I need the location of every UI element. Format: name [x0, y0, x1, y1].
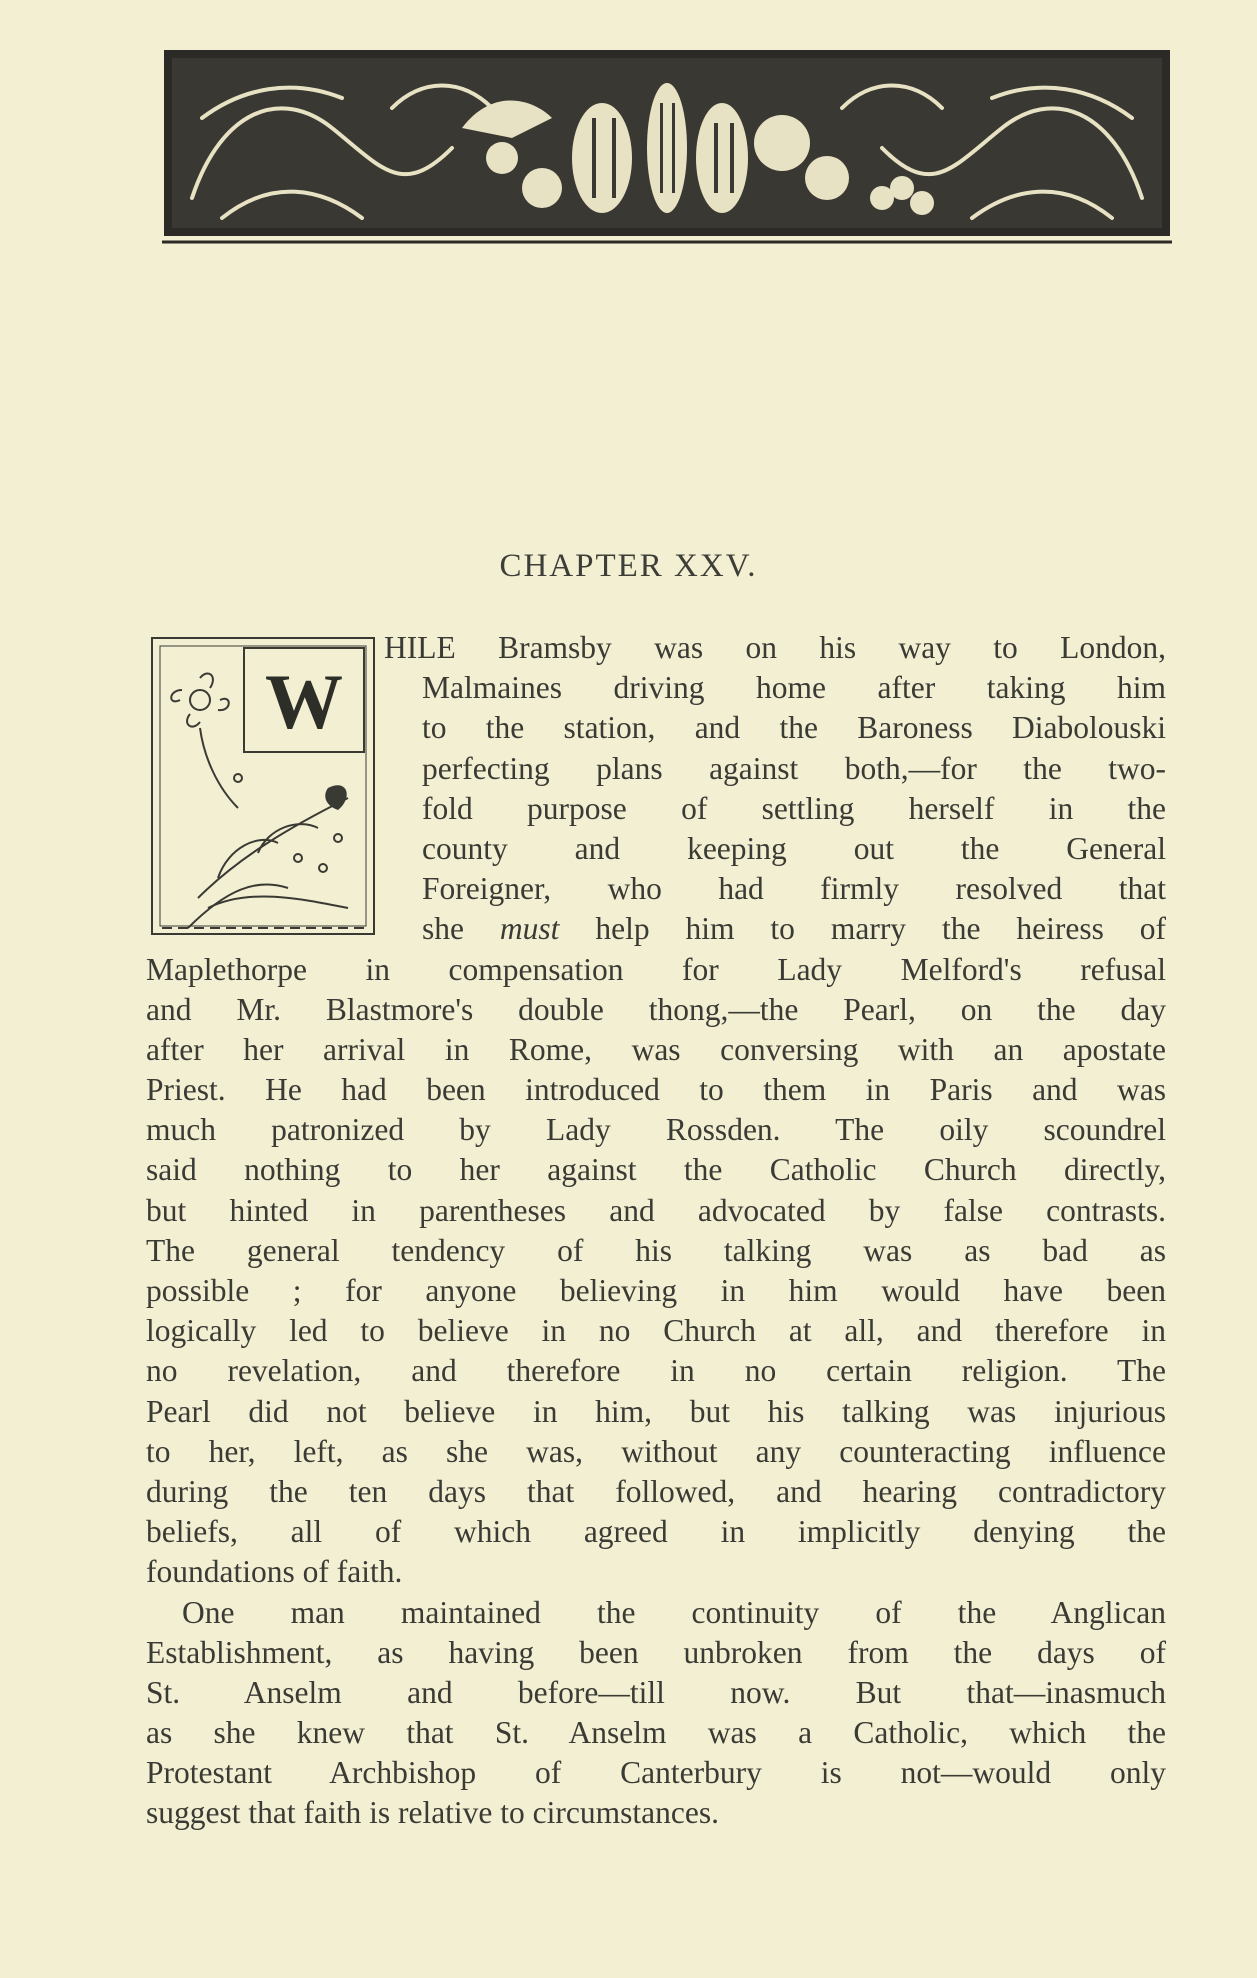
text-line: possible ; for anyone believing in him would have been: [146, 1273, 1166, 1308]
text-line: The general tendency of his talking was as bad as: [146, 1232, 1166, 1268]
chapter-title: CHAPTER XXV.: [499, 548, 758, 584]
text-line: Maplethorpe in compensation for Lady Melford's refusal: [146, 951, 1166, 987]
initial-letter: W: [265, 658, 343, 745]
text-line: suggest that faith is relative to circumstances.: [146, 1795, 719, 1831]
text-line: no revelation, and therefore in no certain religion. The: [146, 1353, 1166, 1389]
text-line: logically led to believe in no Church at all, and therefore in: [146, 1313, 1166, 1349]
line-rest: help him to marry the heiress of: [595, 911, 1166, 947]
text-line: after her arrival in Rome, was conversing with an apostate: [146, 1031, 1166, 1067]
text-line: St. Anselm and before—till now. But that—inasmuch: [146, 1674, 1166, 1710]
text-line-with-emphasis: [146, 909, 1166, 949]
text-line: fold purpose of settling herself in the: [422, 790, 1166, 826]
text-line: Foreigner, who had firmly resolved that: [422, 871, 1166, 907]
text-line: and Mr. Blastmore's double thong,—the Pearl, on the day: [146, 991, 1166, 1027]
text-line: as she knew that St. Anselm was a Catholic, which the: [146, 1715, 1166, 1751]
text-line: foundations of faith.: [146, 1554, 403, 1590]
text-line: Pearl did not believe in him, but his talking was injurious: [146, 1393, 1166, 1429]
ornamental-headpiece: [162, 48, 1172, 246]
text-line: Malmaines driving home after taking him: [422, 670, 1166, 706]
text-line: said nothing to her against the Catholic Church directly,: [146, 1152, 1166, 1188]
text-line: to the station, and the Baroness Diabolouski: [422, 710, 1166, 746]
text-line: HILE Bramsby was on his way to London,: [384, 630, 1166, 665]
text-line: Protestant Archbishop of Canterbury is not—would only: [146, 1755, 1166, 1791]
text-line: Establishment, as having been unbroken from the days of: [146, 1634, 1166, 1670]
text-line: Priest. He had been introduced to them in Paris and was: [146, 1072, 1166, 1108]
paragraph-2: [146, 1593, 1166, 1834]
text-line: during the ten days that followed, and hearing contradictory: [146, 1473, 1166, 1509]
text-line: beliefs, all of which agreed in implicitly denying the: [146, 1514, 1166, 1550]
line-word: she: [422, 911, 464, 947]
text-line: to her, left, as she was, without any counteracting influence: [146, 1433, 1166, 1469]
text-line: One man maintained the continuity of the Anglican: [182, 1594, 1166, 1630]
paragraph-1: [146, 628, 1166, 1593]
text-line: county and keeping out the General: [422, 830, 1166, 866]
text-line: much patronized by Lady Rossden. The oily scoundrel: [146, 1112, 1166, 1148]
text-line: perfecting plans against both,—for the two-: [422, 750, 1166, 786]
headpiece-ornament-image: [162, 48, 1172, 246]
body-text: [146, 628, 1166, 1834]
text-line: but hinted in parentheses and advocated by false contrasts.: [146, 1192, 1166, 1228]
emphasized-word: must: [499, 911, 560, 947]
